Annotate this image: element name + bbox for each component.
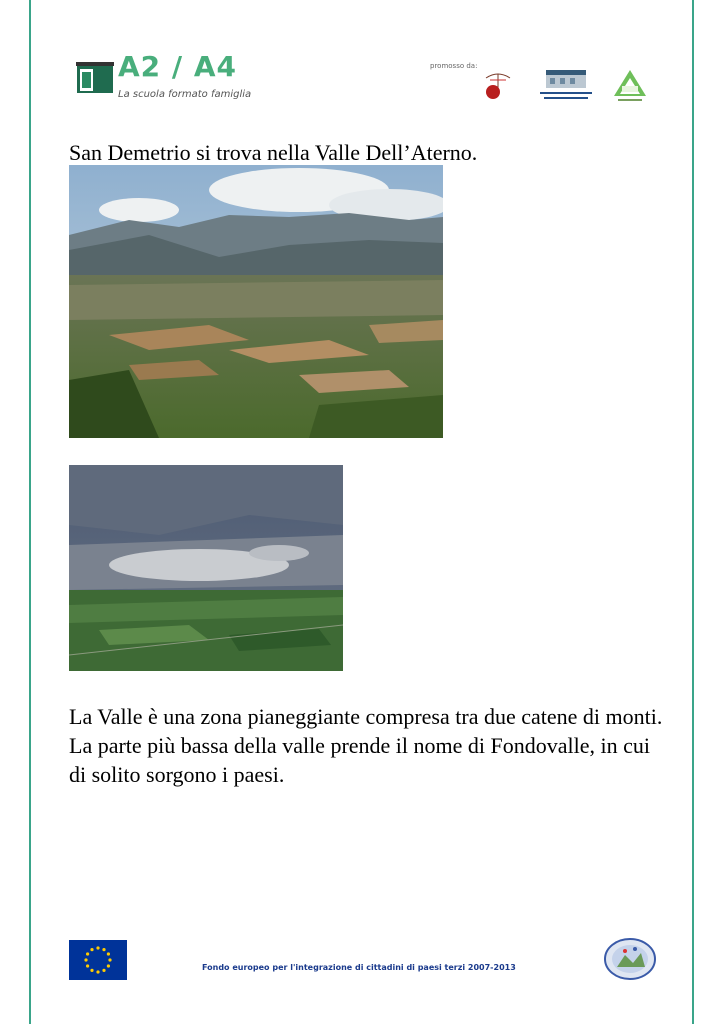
valley-description: La Valle è una zona pianeggiante compresa tra due catene di monti. La parte più bassa della valle prende il nome di Fondovalle, in cui di solito sorgono i paesi. (69, 704, 663, 787)
promoted-by-label: promosso da: (430, 62, 478, 70)
aerial-valley-photo (69, 465, 343, 671)
fund-text: Fondo europeo per l'integrazione di cittadini di paesi terzi 2007-2013 (202, 963, 516, 972)
partner-logo-1-icon (478, 68, 518, 102)
valley-landscape-photo (69, 165, 443, 438)
ministry-seal-icon (603, 937, 657, 981)
left-border-rule (29, 0, 31, 1024)
page-heading: San Demetrio si trova nella Valle Dell’Aterno. (69, 140, 478, 165)
eu-flag-icon (69, 940, 127, 980)
logo-subtitle: La scuola formato famiglia (118, 89, 252, 100)
partner-logo-3-icon (612, 68, 648, 104)
school-board-icon (76, 62, 116, 96)
right-border-rule (692, 0, 694, 1024)
a2-a4-logo (74, 50, 254, 106)
logo-title: A2 / A4 (118, 50, 238, 83)
partner-logo-2-icon (538, 68, 594, 104)
